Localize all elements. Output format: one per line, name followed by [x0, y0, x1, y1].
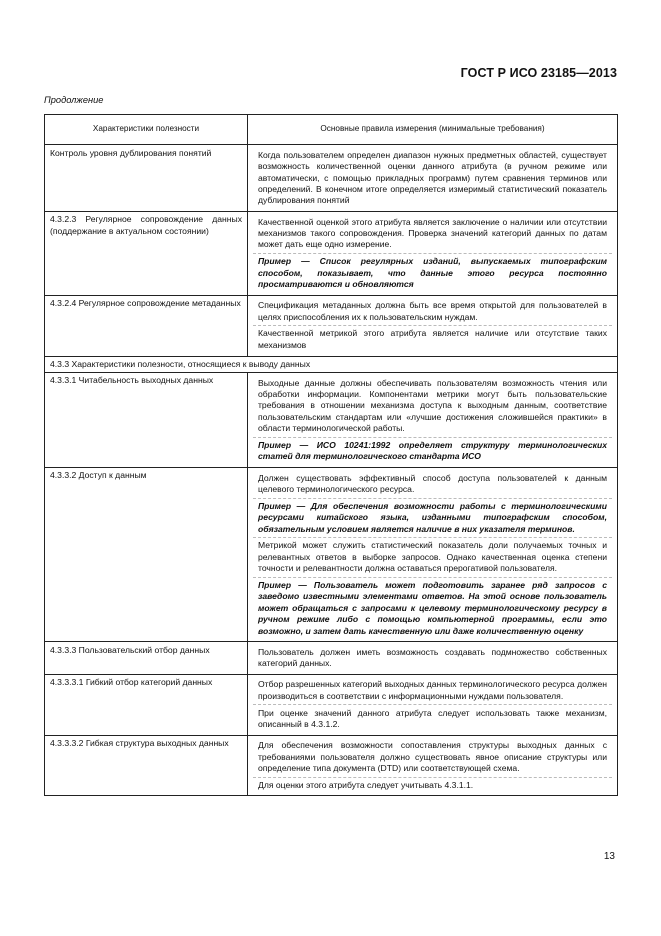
rule-cell [248, 674, 618, 735]
rule-cell [248, 212, 618, 296]
example-paragraph: Пример — ИСО 10241:1992 определяет структуру терминологических статей для терминологического стандарта ИСО [253, 437, 612, 465]
example-paragraph: Пример — Пользователь может подготовить заранее ряд запросов с заведомо известными элементами ответов. На этой основе пользователь может обращаться с запросами к целевому терминологическому ресурсу в ручном режиме либо с помощью компьютерной программы, если это возможно, и затем дать качественную или даже количественную оценку [253, 577, 612, 639]
characteristic-cell: 4.3.2.3 Регулярное сопровождение данных (поддержание в актуальном состоянии) [45, 212, 248, 296]
characteristic-cell: 4.3.3.3 Пользовательский отбор данных [45, 642, 248, 675]
rule-paragraph: Отбор разрешенных категорий выходных данных терминологического ресурса должен производиться в соответствии с информационными нуждами пользователя. [258, 679, 607, 701]
page-number: 13 [603, 851, 615, 862]
section-row [45, 356, 618, 373]
rule-cell [248, 468, 618, 642]
table-row [45, 642, 618, 675]
rule-paragraph: Метрикой может служить статистический показатель доли получаемых точных и релевантных ответов в выборке запросов. Однако качественная оценка степени точности и релевантности должна оставаться прерогативой пользователя. [253, 537, 612, 577]
rule-paragraph: Спецификация метаданных должна быть все время открытой для пользователей в целях приспособления их к пользовательским нуждам. [258, 300, 607, 322]
rule-paragraph: Пользователь должен иметь возможность создавать подмножество собственных категорий данных. [258, 646, 607, 669]
column-header-characteristics: Характеристики полезности [45, 115, 248, 145]
characteristic-cell: 4.3.3.2 Доступ к данным [45, 468, 248, 642]
requirements-table [44, 114, 618, 796]
table-row [45, 735, 618, 796]
table-body [45, 145, 618, 796]
table-row [45, 295, 618, 356]
rule-cell [248, 642, 618, 675]
column-header-rules: Основные правила измерения (минимальные требования) [248, 115, 618, 145]
rule-cell [248, 295, 618, 356]
rule-cell [248, 373, 618, 468]
characteristic-cell: Контроль уровня дублирования понятий [45, 145, 248, 212]
characteristic-cell: 4.3.2.4 Регулярное сопровождение метаданных [45, 295, 248, 356]
table-row [45, 674, 618, 735]
table-row [45, 373, 618, 468]
characteristic-cell: 4.3.3.1 Читабельность выходных данных [45, 373, 248, 468]
example-paragraph: Пример — Для обеспечения возможности работы с терминологическими ресурсами китайского языка, изданными типографским способом, обязательным условием является наличие в них указателя терминов. [253, 498, 612, 538]
table-row [45, 212, 618, 296]
rule-paragraph: Выходные данные должны обеспечивать пользователям возможность чтения или обработки информации. Компонентами метрики могут быть пользовательские требования в отношении механизма доступа к выходным данным, соответствие пользовательским стандартам или «лучшие достижения сложившейся практики» в области терминологической работы. [258, 377, 607, 434]
table-header-row [45, 115, 618, 145]
rule-paragraph: Качественной метрикой этого атрибута является наличие или отсутствие таких механизмов [253, 325, 612, 353]
table-row [45, 145, 618, 212]
characteristic-cell: 4.3.3.3.1 Гибкий отбор категорий данных [45, 674, 248, 735]
rule-paragraph: Качественной оценкой этого атрибута является заключение о наличии или отсутствии механизмов такого сопровождения. Проверка значений категорий данных по датам может дать еще одно измерение. [258, 216, 607, 250]
rule-cell [248, 735, 618, 796]
rule-cell [248, 145, 618, 212]
rule-paragraph: При оценке значений данного атрибута следует использовать также механизм, описанный в 4.3.1.2. [253, 704, 612, 732]
table-row [45, 468, 618, 642]
characteristic-cell: 4.3.3.3.2 Гибкая структура выходных данных [45, 735, 248, 796]
rule-paragraph: Должен существовать эффективный способ доступа пользователей к данным целевого терминологического ресурса. [258, 472, 607, 495]
document-id: ГОСТ Р ИСО 23185—2013 [460, 66, 617, 80]
rule-paragraph: Для обеспечения возможности сопоставления структуры выходных данных с требованиями пользователя должно существовать явное описание структуры или определение типа документа (DTD) или соответствующей схема. [258, 740, 607, 773]
continuation-label: Продолжение [44, 95, 104, 105]
example-paragraph: Пример — Список регулярных изданий, выпускаемых типографским способом, показывает, что данные этого ресурса постоянно просматриваются и обновляются [253, 253, 612, 293]
rule-paragraph: Для оценки этого атрибута следует учитывать 4.3.1.1. [253, 777, 612, 794]
rule-paragraph: Когда пользователем определен диапазон нужных предметных областей, существует возможность количественной оценки данного атрибута (в ручном режиме или автоматически, с помощью прикладных программ) путем сравнения терминов или определений. В конечном итоге определяется измеримый статистический показатель дублирования понятий [258, 149, 607, 206]
section-heading: 4.3.3 Характеристики полезности, относящиеся к выводу данных [45, 356, 618, 373]
